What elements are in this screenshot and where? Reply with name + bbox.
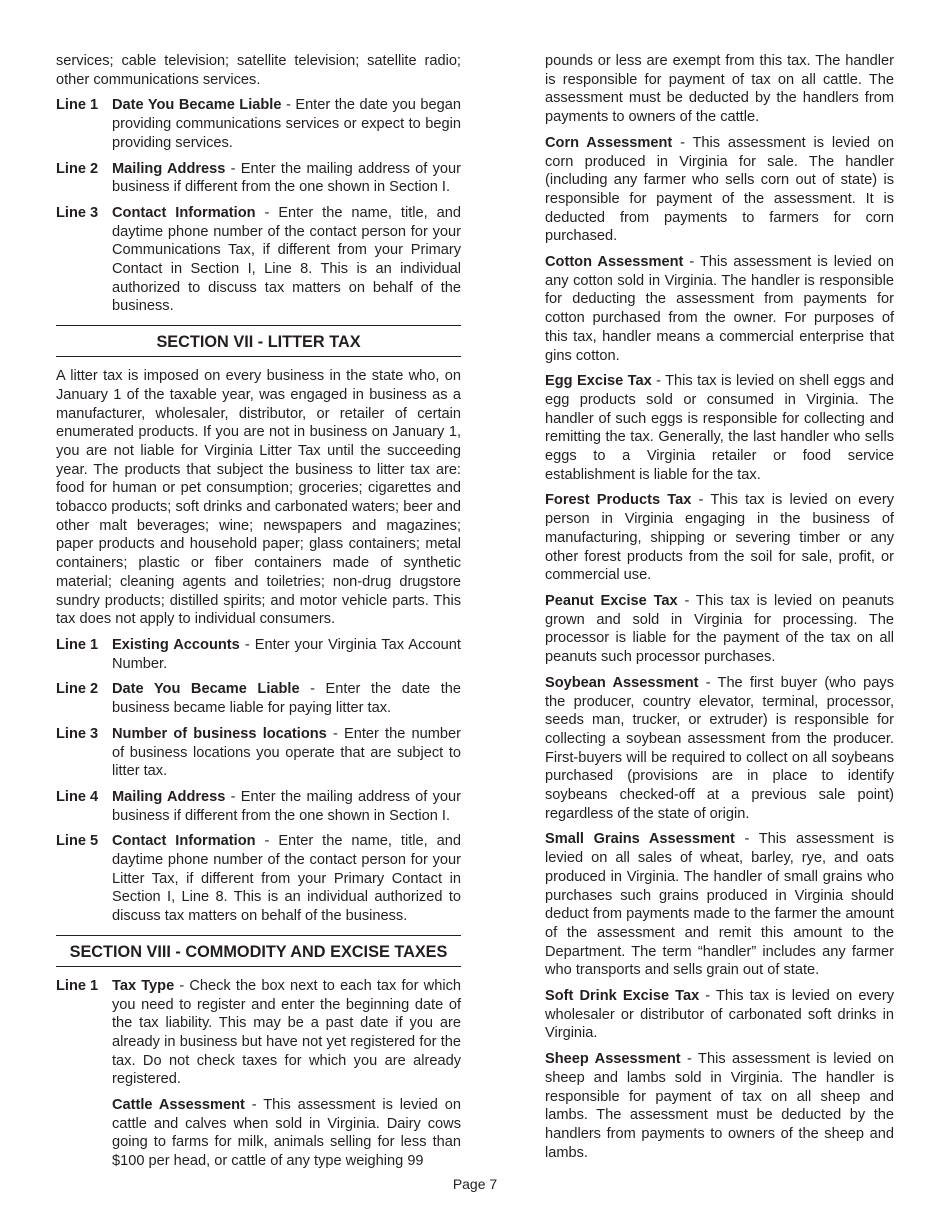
item-title: Cattle Assessment [112,1097,245,1114]
line-number: Line 3 [56,204,99,221]
section-viii-heading: SECTION VIII - COMMODITY AND EXCISE TAXES [56,935,461,967]
line-number: Line 1 [56,97,99,114]
item-text: - The first buyer (who pays the producer, country elevator, terminal, processor, seeds man, trucker, or extruder) is responsible for collecting a soybean assessment from the producer. First-buyers will be required to collect on all soybeans purchased (provisions are in place to identify soybeans checked-off at a previous sale point) regardless of the state of origin. [545,674,895,822]
item-title: Cotton Assessment [545,254,684,271]
corn-assessment [545,134,894,246]
line-text: - Enter the name, title, and daytime phone number of the contact person for your Litter Tax, if different from your Primary Contact in Section I, Line 8. This is an individual authorized to discuss tax matters on behalf of the business. [112,833,462,925]
line-number: Line 2 [56,160,99,177]
line-number: Line 3 [56,725,99,742]
line-text: - Enter the number of business locations you operate that are subject to litter tax. [112,725,462,780]
line-title: Number of business locations [112,725,327,742]
line-title: Mailing Address [112,160,226,177]
line-text: - Enter the mailing address of your business if different from the one shown in Section I. [112,160,461,196]
item-text: - This assessment is levied on any cotton sold in Virginia. The handler is responsible for deducting the assessment from payments for cotton purchased from the owner. For purposes of this tax, handler means a commercial enterprise that gins cotton. [545,254,894,364]
cattle-assessment [112,1096,461,1171]
item-text: - This tax is levied on shell eggs and egg products sold or consumed in Virginia. The handler of such eggs is responsible for collecting and remitting the tax. Generally, the last handler who sells eggs to a Virginia retailer or food service establishment is liable for the tax. [545,373,894,483]
item-text: - This assessment is levied on all sales of wheat, barley, rye, and oats produced in Virginia. The handler of small grains who purchases such grains produced in Virginia should deduct from payments made to the farmer the amount of the assessment and remit this amount to the Department. The term “handler” includes any farmer who transports and sells grain out of state. [545,831,894,979]
line-number: Line 5 [56,833,99,850]
line-text: - Enter the date you began providing communications services or expect to begin providing services. [112,97,461,151]
sheep-assessment [545,1050,894,1162]
left-column [56,52,461,1178]
comm-line-2 [56,160,461,197]
line-title: Existing Accounts [112,636,240,653]
item-title: Soybean Assessment [545,674,699,691]
litter-intro-paragraph: A litter tax is imposed on every business in the state who, on January 1 of the taxable year, was engaged in business as a manufacturer, wholesaler, distributor, or retailer of certain enumerated products. If you are not in business on January 1, you are not liable for Virginia Litter Tax until the succeeding year. The products that subject the business to litter tax are: food for human or pet consumption; groceries; cigarettes and tobacco products; soft drinks and carbonated waters; beer and other malt beverages; wine; newspapers and magazines; paper products and household paper; glass containers; metal containers; plastic or fiber containers made of synthetic material; cleaning agents and toiletries; non-drug drugstore sundry products; distilled spirits; and motor vehicle parts. This tax does not apply to individual consumers. [56,368,461,628]
line-number: Line 2 [56,681,99,698]
litter-line-3 [56,725,461,781]
litter-line-1 [56,636,461,673]
item-title: Peanut Excise Tax [545,592,678,609]
peanut-excise-tax [545,592,894,667]
section-vii-heading: SECTION VII - LITTER TAX [56,325,461,357]
egg-excise-tax [545,372,894,484]
line-title: Mailing Address [112,788,226,805]
line-text: - Enter your Virginia Tax Account Number. [112,636,461,672]
line-title: Tax Type [112,977,175,994]
line-title: Date You Became Liable [112,681,300,698]
commodity-line-1 [56,977,461,1089]
item-title: Forest Products Tax [545,492,692,509]
cotton-assessment [545,253,894,365]
forest-products-tax [545,491,894,585]
comm-line-3 [56,204,461,316]
item-text: - This assessment is levied on sheep and lambs sold in Virginia. The handler is responsible for payment of tax on all sheep and lambs. The assessment must be deducted by the handlers from payments to owners of the sheep and lambs. [545,1051,895,1161]
comm-line-1 [56,96,461,152]
line-title: Contact Information [112,204,256,221]
cattle-continued: pounds or less are exempt from this tax. The handler is responsible for payment of tax on all cattle. The assessment must be deducted by the handlers from payments to owners of the cattle. [545,53,894,126]
soybean-assessment [545,674,894,824]
intro-paragraph: services; cable television; satellite television; satellite radio; other communications services. [56,53,461,88]
item-text: - This tax is levied on every wholesaler or distributor of carbonated soft drinks in Virginia. [545,988,895,1042]
item-title: Corn Assessment [545,134,673,151]
line-title: Date You Became Liable [112,97,282,114]
line-title: Contact Information [112,833,256,850]
item-text: - This assessment is levied on corn produced in Virginia for sale. The handler (including any farmer who sells corn out of state) is responsible for payment of the assessment. It is deducted from payments to farmers for corn purchased. [545,134,894,245]
small-grains-assessment [545,830,894,980]
right-column [545,52,894,1169]
litter-line-4 [56,788,461,825]
item-text: - This tax is levied on peanuts grown and sold in Virginia for processing. The processor is liable for the payment of the tax on all peanuts such processor purchases. [545,592,894,666]
item-text: - This assessment is levied on cattle and calves when sold in Virginia. Dairy cows going to farms for milk, animals selling for less than $100 per head, or cattle of any type weighing 99 [112,1097,461,1170]
litter-line-2 [56,680,461,717]
item-text: - This tax is levied on every person in Virginia engaging in the business of manufacturing, shipping or severing timber or any other forest products from the soil for sale, profit, or commercial use. [545,492,894,584]
line-number: Line 4 [56,788,99,805]
page-number: Page 7 [452,1176,498,1192]
litter-line-5 [56,832,461,926]
line-text: - Enter the date the business became liable for paying litter tax. [112,681,461,717]
line-text: - Enter the name, title, and daytime phone number of the contact person for your Communications Tax, if different from your Primary Contact in Section I, Line 8. This is an individual authorized to discuss tax matters on behalf of the business. [112,204,462,315]
item-title: Soft Drink Excise Tax [545,988,700,1005]
item-title: Small Grains Assessment [545,831,735,848]
line-text: - Check the box next to each tax for which you need to register and enter the beginning date of the tax liability. This may be a past date if you are already in business but have not yet registered for the tax. Do not check taxes for which you are already registered. [112,977,461,1088]
line-text: - Enter the mailing address of your business if different from the one shown in Section I. [112,788,461,824]
item-title: Sheep Assessment [545,1051,681,1068]
soft-drink-excise-tax [545,987,894,1043]
line-number: Line 1 [56,636,99,653]
line-number: Line 1 [56,977,99,994]
item-title: Egg Excise Tax [545,373,652,390]
